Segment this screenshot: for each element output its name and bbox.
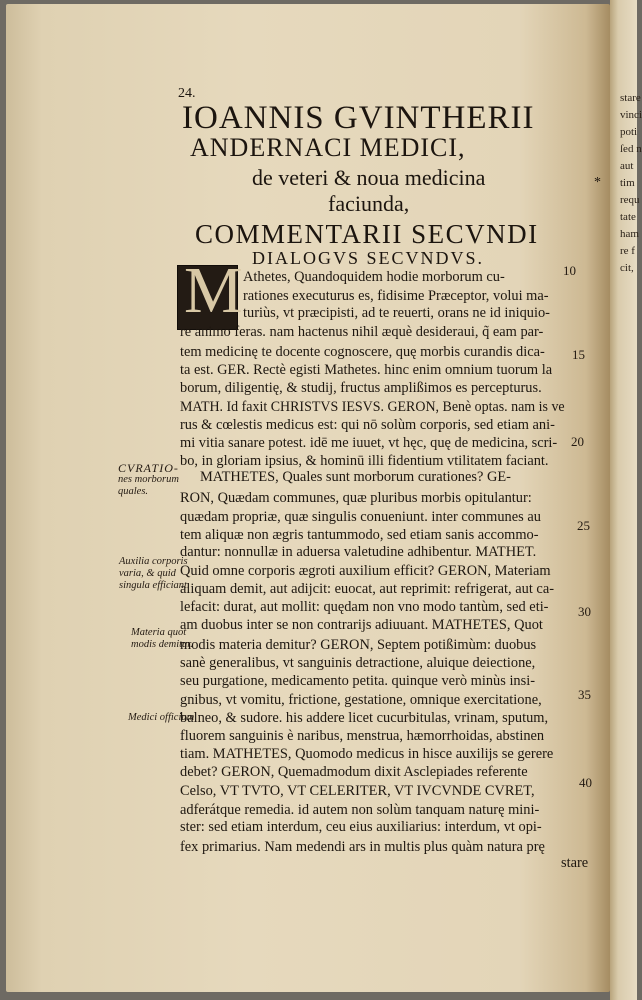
body-line: am duobus inter se non contrarijs adiuuant. MATHETES, Quot [180, 617, 543, 633]
facing-page-fragment: aut [620, 160, 634, 172]
line-number: 15 [572, 347, 585, 362]
body-line: ster: sed etiam interdum, ceu eius auxiliarius: interdum, vt opi- [180, 819, 542, 835]
margin-note: Auxilia corporis [119, 556, 188, 567]
body-line: Quid omne corporis ægroti auxilium efficit? GERON, Materiam [180, 563, 551, 579]
body-line: lefacit: durat, aut mollit: quędam non vno modo tantùm, sed eti- [180, 599, 549, 615]
facing-page-fragment: vinci [620, 109, 642, 121]
body-line: balneo, & sudore. his addere licet cucurbitulas, vrinam, sputum, [180, 710, 549, 726]
body-line: seu purgatione, medicamento petita. quinque verò minùs insi- [180, 673, 536, 689]
line-number: 35 [578, 687, 591, 702]
facing-page-fragment: tim [620, 177, 635, 189]
body-line: fluorem sanguinis è naribus, menstrua, hæmorrhoidas, abstinen [180, 728, 545, 744]
line-number: 10 [563, 263, 576, 278]
margin-note: singula efficiant. [119, 580, 190, 591]
work-subtitle-line-2: faciunda, [328, 191, 410, 216]
page-number: 24. [178, 86, 196, 101]
body-line: modis materia demitur? GERON, Septem potißimùm: duobus [180, 637, 537, 653]
dialogue-heading: DIALOGVS SECVNDVS. [252, 248, 485, 268]
body-line: tiam. MATHETES, Quomodo medicus in hisce auxilijs se gerere [180, 746, 554, 762]
body-line: rationes executurus es, fidisime Præceptor, volui ma- [243, 288, 549, 304]
margin-note: CVRATIO- [118, 461, 179, 475]
commentary-heading: COMMENTARII SECVNDI [195, 219, 539, 249]
facing-page-fragment: re f [620, 245, 635, 257]
body-line: tem aliquæ non ægris tantummodo, sed etiam sanis accommo- [180, 527, 539, 543]
line-number: 40 [579, 775, 592, 790]
margin-note: varia, & quid [119, 568, 176, 579]
facing-page-fragment: stare [620, 92, 641, 104]
body-line: fex primarius. Nam medendi ars in multis plus quàm natura prę [180, 839, 545, 855]
body-line: quædam propriæ, quæ singulis conueniunt. inter communes au [180, 509, 541, 525]
body-line: Celso, VT TVTO, VT CELERITER, VT IVCVNDE CVRET, [180, 783, 535, 799]
author-origin: ANDERNACI MEDICI, [190, 133, 466, 162]
body-line: adferátque remedia. id autem non solùm tanquam naturę mini- [180, 802, 540, 818]
facing-page-fragment: ham [620, 228, 639, 240]
body-line: Athetes, Quandoquidem hodie morborum cu- [243, 269, 505, 285]
body-line: bo, in gloriam ipsius, & hominū illi fidentium vtilitatem faciant. [180, 453, 549, 469]
body-line: re animo feras. nam hactenus nihil æquè desideraui, q̃ eam par- [180, 324, 544, 340]
facing-page-fragment: poti [620, 126, 638, 138]
body-line: tem medicinę te docente cognoscere, quę morbis curandis dica- [180, 344, 545, 360]
margin-note: Medici officium [128, 712, 195, 723]
facing-page-fragment: tate [620, 211, 636, 223]
facing-page-fragment: cit, [620, 262, 634, 274]
margin-note: nes morborum [118, 474, 179, 485]
line-number: 20 [571, 434, 584, 449]
author-title: IOANNIS GVINTHERII [182, 100, 535, 136]
facing-page-fragment: ſed n [620, 143, 642, 155]
body-line: ta est. GER. Rectè egisti Mathetes. hinc enim omnium tuorum la [180, 362, 553, 378]
body-line: RON, Quædam communes, quæ pluribus morbis opitulantur: [180, 490, 532, 506]
body-line: turiùs, vt præcipisti, ad te reuerti, orans ne id iniquio- [243, 305, 550, 321]
body-line: dantur: nonnullæ in aduersa valetudine adhibentur. MATHET. [180, 544, 537, 560]
margin-note: Materia quot [131, 627, 187, 638]
body-line: debet? GERON, Quemadmodum dixit Asclepiades referente [180, 764, 528, 780]
body-line: MATH. Id faxit CHRISTVS IESVS. GERON, Benè optas. nam is ve [180, 399, 565, 415]
decorated-initial: M [184, 254, 243, 327]
facing-page-fragment: requ [620, 194, 640, 206]
body-line: mi vitia sanare potest. idē me iuuet, vt hęc, quę de medicina, scri- [180, 435, 558, 451]
line-number: 30 [578, 604, 591, 619]
body-line: rus & cœlestis medicus est: qui nō solùm corporis, sed etiam ani- [180, 417, 555, 433]
body-line: sanè generalibus, vt sanguinis detractione, aluique deiectione, [180, 655, 536, 671]
body-line: stare [561, 855, 589, 871]
work-subtitle-line-1: de veteri & noua medicina [252, 165, 486, 190]
margin-note: quales. [118, 486, 149, 497]
asterisk-mark: * [594, 175, 601, 190]
margin-note: modis demitur. [131, 639, 193, 650]
line-number: 25 [577, 518, 590, 533]
body-line: gnibus, vt vomitu, frictione, gestatione, omnique exercitatione, [180, 692, 542, 708]
body-line: MATHETES, Quales sunt morborum curationes? GE- [200, 469, 511, 485]
body-line: aliquam demit, aut adijcit: euocat, aut reprimit: refrigerat, aut ca- [180, 581, 554, 597]
body-line: borum, diligentię, & studij, fructus amplißimos es percepturus. [180, 380, 542, 396]
